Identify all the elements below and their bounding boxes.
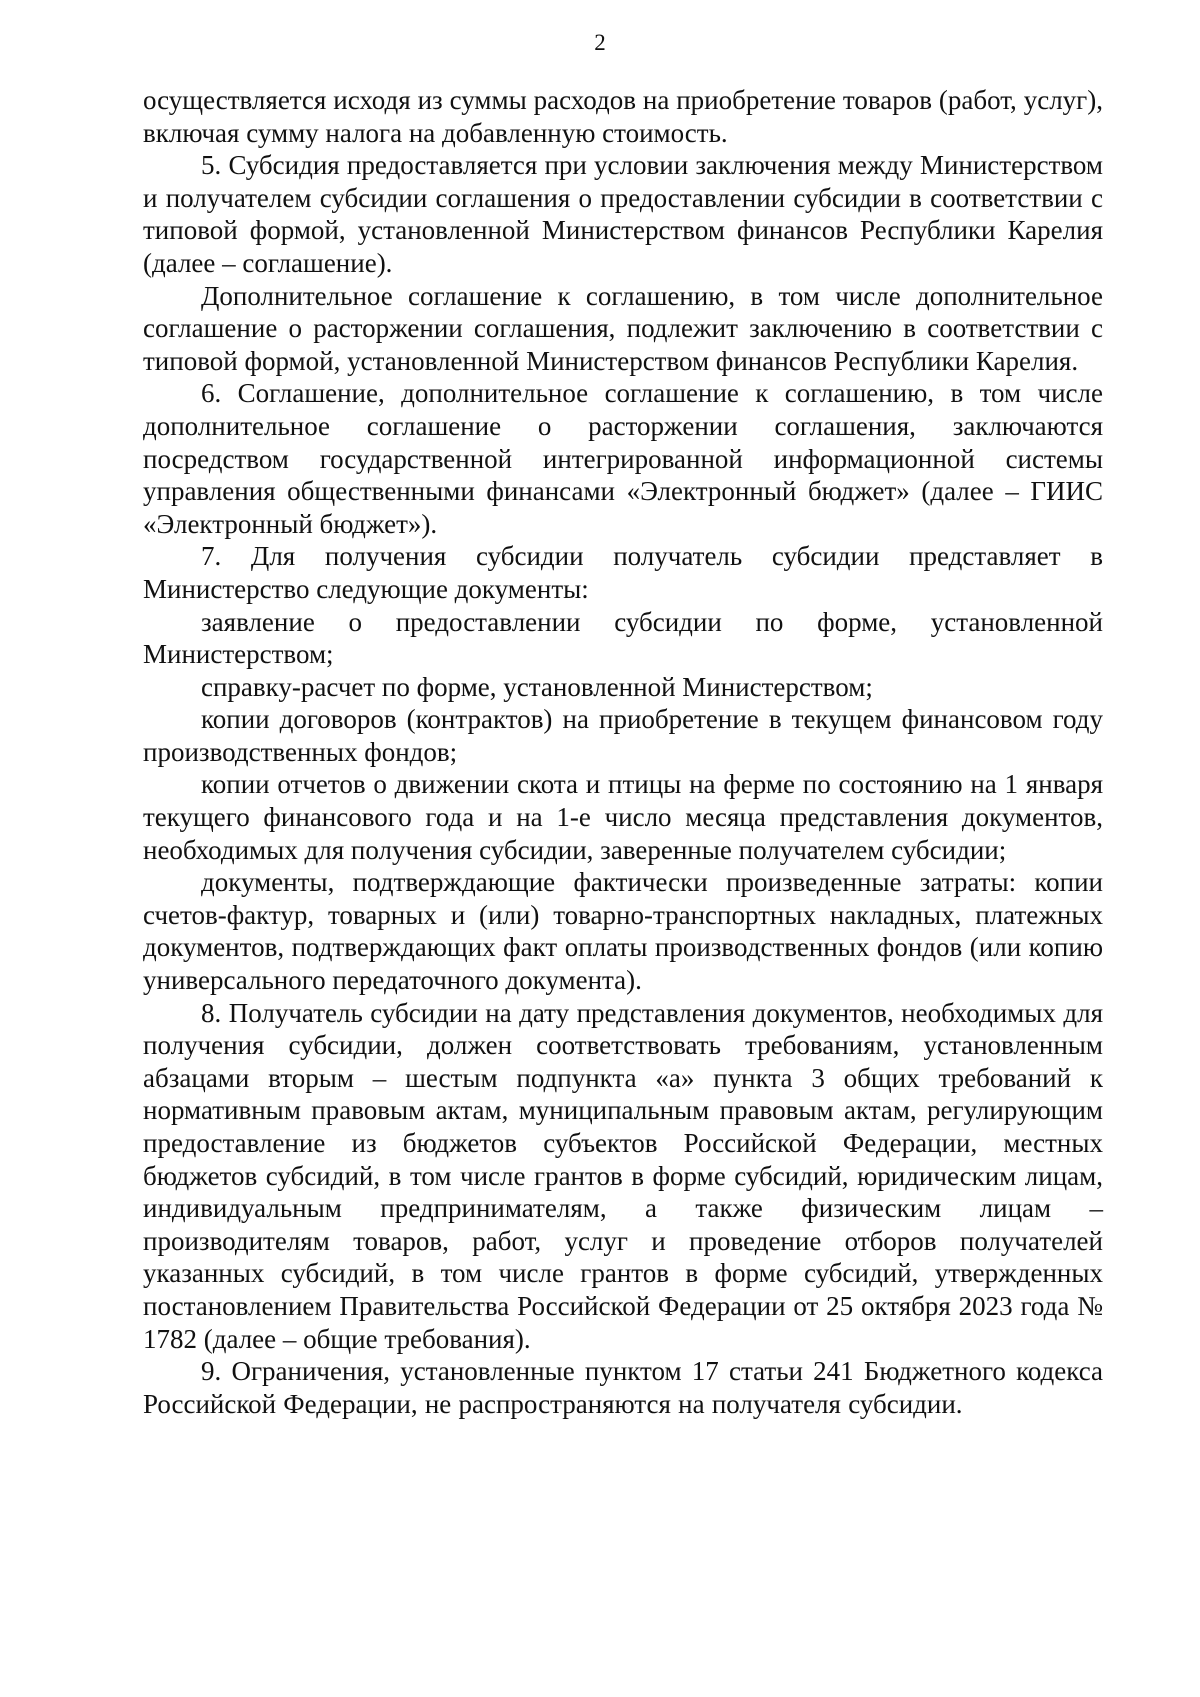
list-item-calculation: справку-расчет по форме, установленной Министерством; [201,671,873,702]
list-item-expense-documents: документы, подтверждающие фактически произведенные затраты: копии счетов-фактур, товарных и (или) товарно-транспортных накладных, платежных документов, подтверждающих факт оплаты производственных фондов (или копию универсального передаточного документа). [143,867,1103,996]
paragraph-additional-agreement: Дополнительное соглашение к соглашению, в том числе дополнительное соглашение о расторжении соглашения, подлежит заключению в соответствии с типовой формой, установленной Министерством финансов Республики Карелия. [143,280,1103,376]
paragraph-clause-7: 7. Для получения субсидии получатель субсидии представляет в Министерство следующие документы: [143,541,1103,604]
page-number: 2 [594,30,606,55]
paragraph-clause-8: 8. Получатель субсидии на дату представления документов, необходимых для получения субсидии, должен соответствовать требованиям, установленным абзацами вторым – шестым подпункта «а» пункта 3 общих требований к нормативным правовым актам, муниципальным правовым актам, регулирующим предоставление из бюджетов субъектов Российской Федерации, местных бюджетов субсидий, в том числе грантов в форме субсидий, юридическим лицам, индивидуальным предпринимателям, а также физическим лицам – производителям товаров, работ, услуг и проведение отборов получателей указанных субсидий, в том числе грантов в форме субсидий, утвержденных постановлением Правительства Российской Федерации от 25 октября 2023 года № 1782 (далее – общие требования). [143,997,1103,1354]
paragraph-continuation: осуществляется исходя из суммы расходов на приобретение товаров (работ, услуг), включая сумму налога на добавленную стоимость. [143,85,1103,148]
paragraph-clause-6: 6. Соглашение, дополнительное соглашение к соглашению, в том числе дополнительное соглашение о расторжении соглашения, заключаются посредством государственной интегрированной информационной системы управления общественными финансами «Электронный бюджет» (далее – ГИИС «Электронный бюджет»). [143,378,1103,539]
list-item-application: заявление о предоставлении субсидии по форме, установленной Министерством; [143,606,1103,670]
paragraph-clause-5: 5. Субсидия предоставляется при условии заключения между Министерством и получателем субсидии соглашения о предоставлении субсидии в соответствии с типовой формой, установленной Министерством финансов Республики Карелия (далее – соглашение). [143,150,1103,278]
list-item-contracts: копии договоров (контрактов) на приобретение в текущем финансовом году производственных фондов; [143,704,1103,767]
document-body [143,84,1103,1420]
paragraph-clause-9: 9. Ограничения, установленные пунктом 17 статьи 241 Бюджетного кодекса Российской Федерации, не распространяются на получателя субсидии. [143,1356,1103,1419]
list-item-livestock-reports: копии отчетов о движении скота и птицы на ферме по состоянию на 1 января текущего финансового года и на 1-е число месяца представления документов, необходимых для получения субсидии, заверенные получателем субсидии; [143,769,1103,865]
